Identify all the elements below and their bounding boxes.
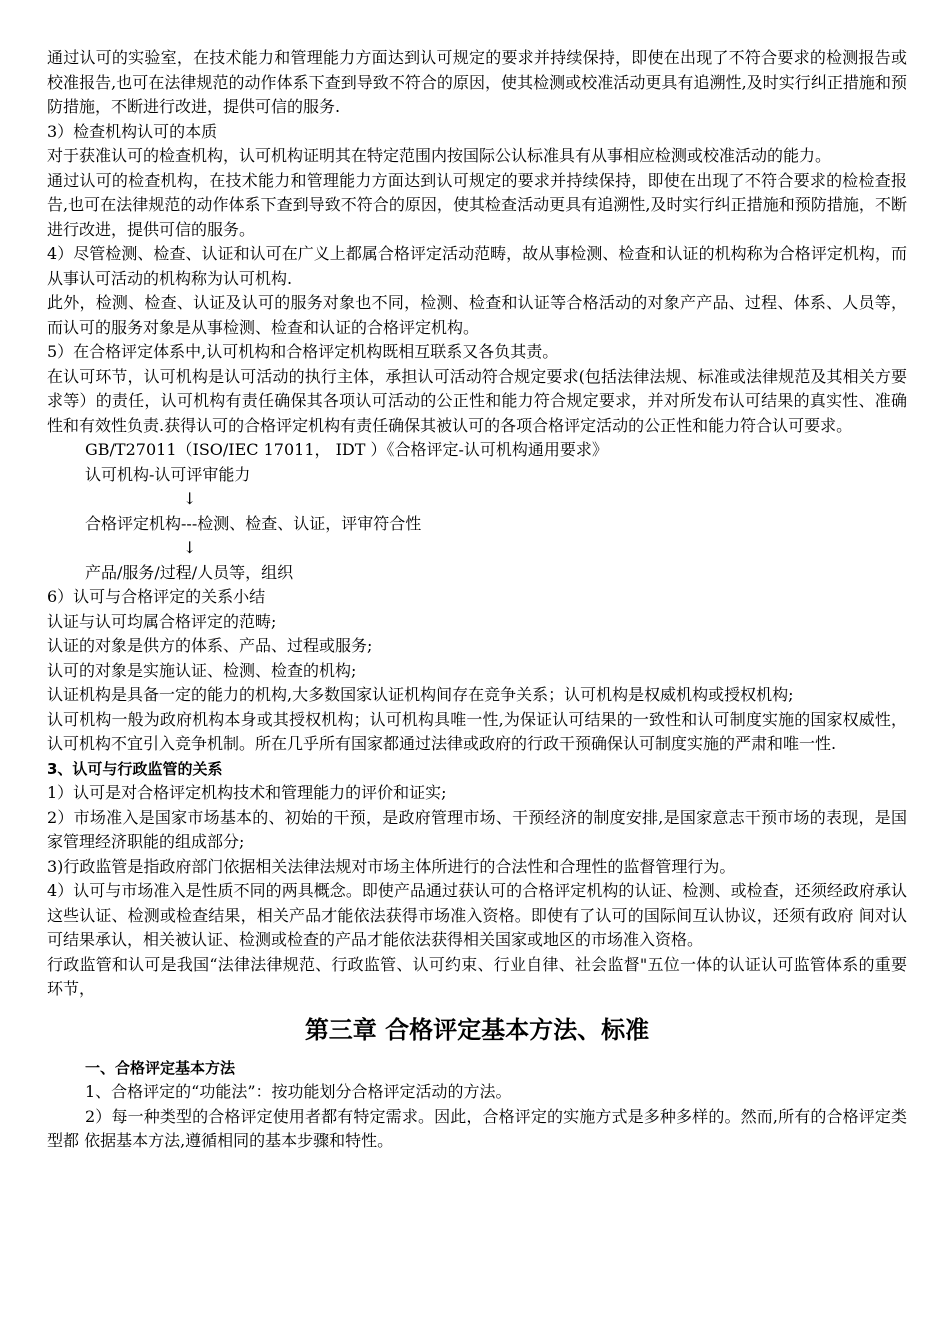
summary-item: 认可机构一般为政府机构本身或其授权机构；认可机构具唯一性,为保证认可结果的一致性和认可制度实施的国家权威性，认可机构不宜引入竞争机制。所在几乎所有国家都通过法律或政府的行政干预确保认可制度实施的严肃和唯一性. — [47, 709, 907, 753]
document-page — [47, 46, 907, 1154]
paragraph-accreditation-process: 在认可环节，认可机构是认可活动的执行主体，承担认可活动符合规定要求(包括法律法规、标准或法律规范及其相关方要求等）的责任，认可机构有责任确保其各项认可活动的公正性和能力符合规定要求，并对所发布认可结果的真实性、准确性和有效性负责.获得认可的合格评定机构有责任确保其被认可的各项合格评定活动的公正性和能力符合认可要求。 — [47, 366, 907, 435]
paragraph-supervision-system: 行政监管和认可是我国“法律法律规范、行政监管、认可约束、行业自律、社会监督"五位一体的认证认可监管体系的重要环节， — [47, 954, 907, 998]
section-heading-basic-methods: 一、合格评定基本方法 — [85, 1058, 236, 1077]
list-item: 3)行政监管是指政府部门依据相关法律法规对市场主体所进行的合法性和合理性的监督管理行为。 — [47, 856, 736, 876]
paragraph-accredited-laboratory: 通过认可的实验室，在技术能力和管理能力方面达到认可规定的要求并持续保持，即使在出现了不符合要求的检测报告或校准报告,也可在法律规范的动作体系下查到导致不符合的原因，使其检测或校准活动更具有追溯性,及时实行纠正措施和预防措施，不断进行改进，提供可信的服务. — [47, 48, 907, 116]
flow-step-products: 产品/服务/过程/人员等，组织 — [85, 562, 294, 582]
flow-step-accreditation-body: 认可机构-认可评审能力 — [85, 464, 251, 484]
paragraph-accredited-inspection-body: 通过认可的检查机构，在技术能力和管理能力方面达到认可规定的要求并持续保持，即使在出现了不符合要求的检检查报告,也可在法律规范的动作体系下查到导致不符合的原因，使其检查活动更具有追溯性,及时实行纠正措施和预防措施，不断进行改进，提供可信的服务。 — [47, 170, 907, 239]
flow-step-conformity-body: 合格评定机构---检测、检查、认证，评审符合性 — [85, 513, 422, 533]
summary-item: 认证与认可均属合格评定的范畴; — [47, 611, 277, 631]
paragraph-specific-needs: 2）每一种类型的合格评定使用者都有特定需求。因此，合格评定的实施方式是多种多样的。然而,所有的合格评定类型都 依据基本方法,遵循相同的基本步骤和特性。 — [47, 1106, 907, 1150]
paragraph-conformity-assessment-scope: 4）尽管检测、检查、认证和认可在广义上都属合格评定活动范畴，故从事检测、检查和认证的机构称为合格评定机构，而从事认可活动的机构称为认可机构. — [47, 244, 907, 288]
down-arrow-icon: ↓ — [183, 489, 197, 508]
down-arrow-icon: ↓ — [183, 538, 197, 557]
paragraph-service-objects: 此外，检测、检查、认证及认可的服务对象也不同，检测、检查和认证等合格活动的对象产产品、过程、体系、人员等，而认可的服务对象是从事检测、检查和认证的合格评定机构。 — [47, 293, 907, 337]
paragraph-functional-approach: 1、合格评定的“功能法”：按功能划分合格评定活动的方法。 — [85, 1082, 512, 1101]
heading-inspection-accreditation-essence: 3）检查机构认可的本质 — [47, 121, 218, 141]
heading-relationship-summary: 6）认可与合格评定的关系小结 — [47, 587, 266, 606]
list-item: 4）认可与市场准入是性质不同的两具概念。即使产品通过获认可的合格评定机构的认证、检测、或检查，还须经政府承认这些认证、检测或检查结果，相关产品才能依法获得市场准入资格。即使有了认可的国际间互认协议，还须有政府 间对认可结果承认，相关被认证、检测或检查的产品才能依法获得相关国家或地区的市场准入资格。 — [47, 881, 907, 949]
chapter-title: 第三章 合格评定基本方法、标准 — [304, 1015, 650, 1044]
summary-item: 认证的对象是供方的体系、产品、过程或服务; — [47, 636, 373, 655]
section-heading-administrative-supervision: 3、认可与行政监管的关系 — [47, 759, 223, 778]
paragraph-inspection-body-approval: 对于获准认可的检查机构，认可机构证明其在特定范围内按国际公认标准具有从事相应检测或校准活动的能力。 — [47, 146, 832, 165]
summary-item: 认证机构是具备一定的能力的机构,大多数国家认证机构间存在竞争关系；认可机构是权威机构或授权机构; — [47, 685, 794, 704]
list-item: 2）市场准入是国家市场基本的、初始的干预，是政府管理市场、干预经济的制度安排,是国家意志干预市场的表现，是国家管理经济职能的组成部分; — [47, 807, 907, 851]
standard-reference: GB/T27011（ISO/IEC 17011， IDT ）《合格评定-认可机构通用要求》 — [85, 440, 608, 459]
list-item: 1）认可是对合格评定机构技术和管理能力的评价和证实; — [47, 783, 447, 802]
paragraph-responsibilities: 5）在合格评定体系中,认可机构和合格评定机构既相互联系又各负其责。 — [47, 342, 559, 361]
summary-item: 认可的对象是实施认证、检测、检查的机构; — [47, 660, 357, 680]
